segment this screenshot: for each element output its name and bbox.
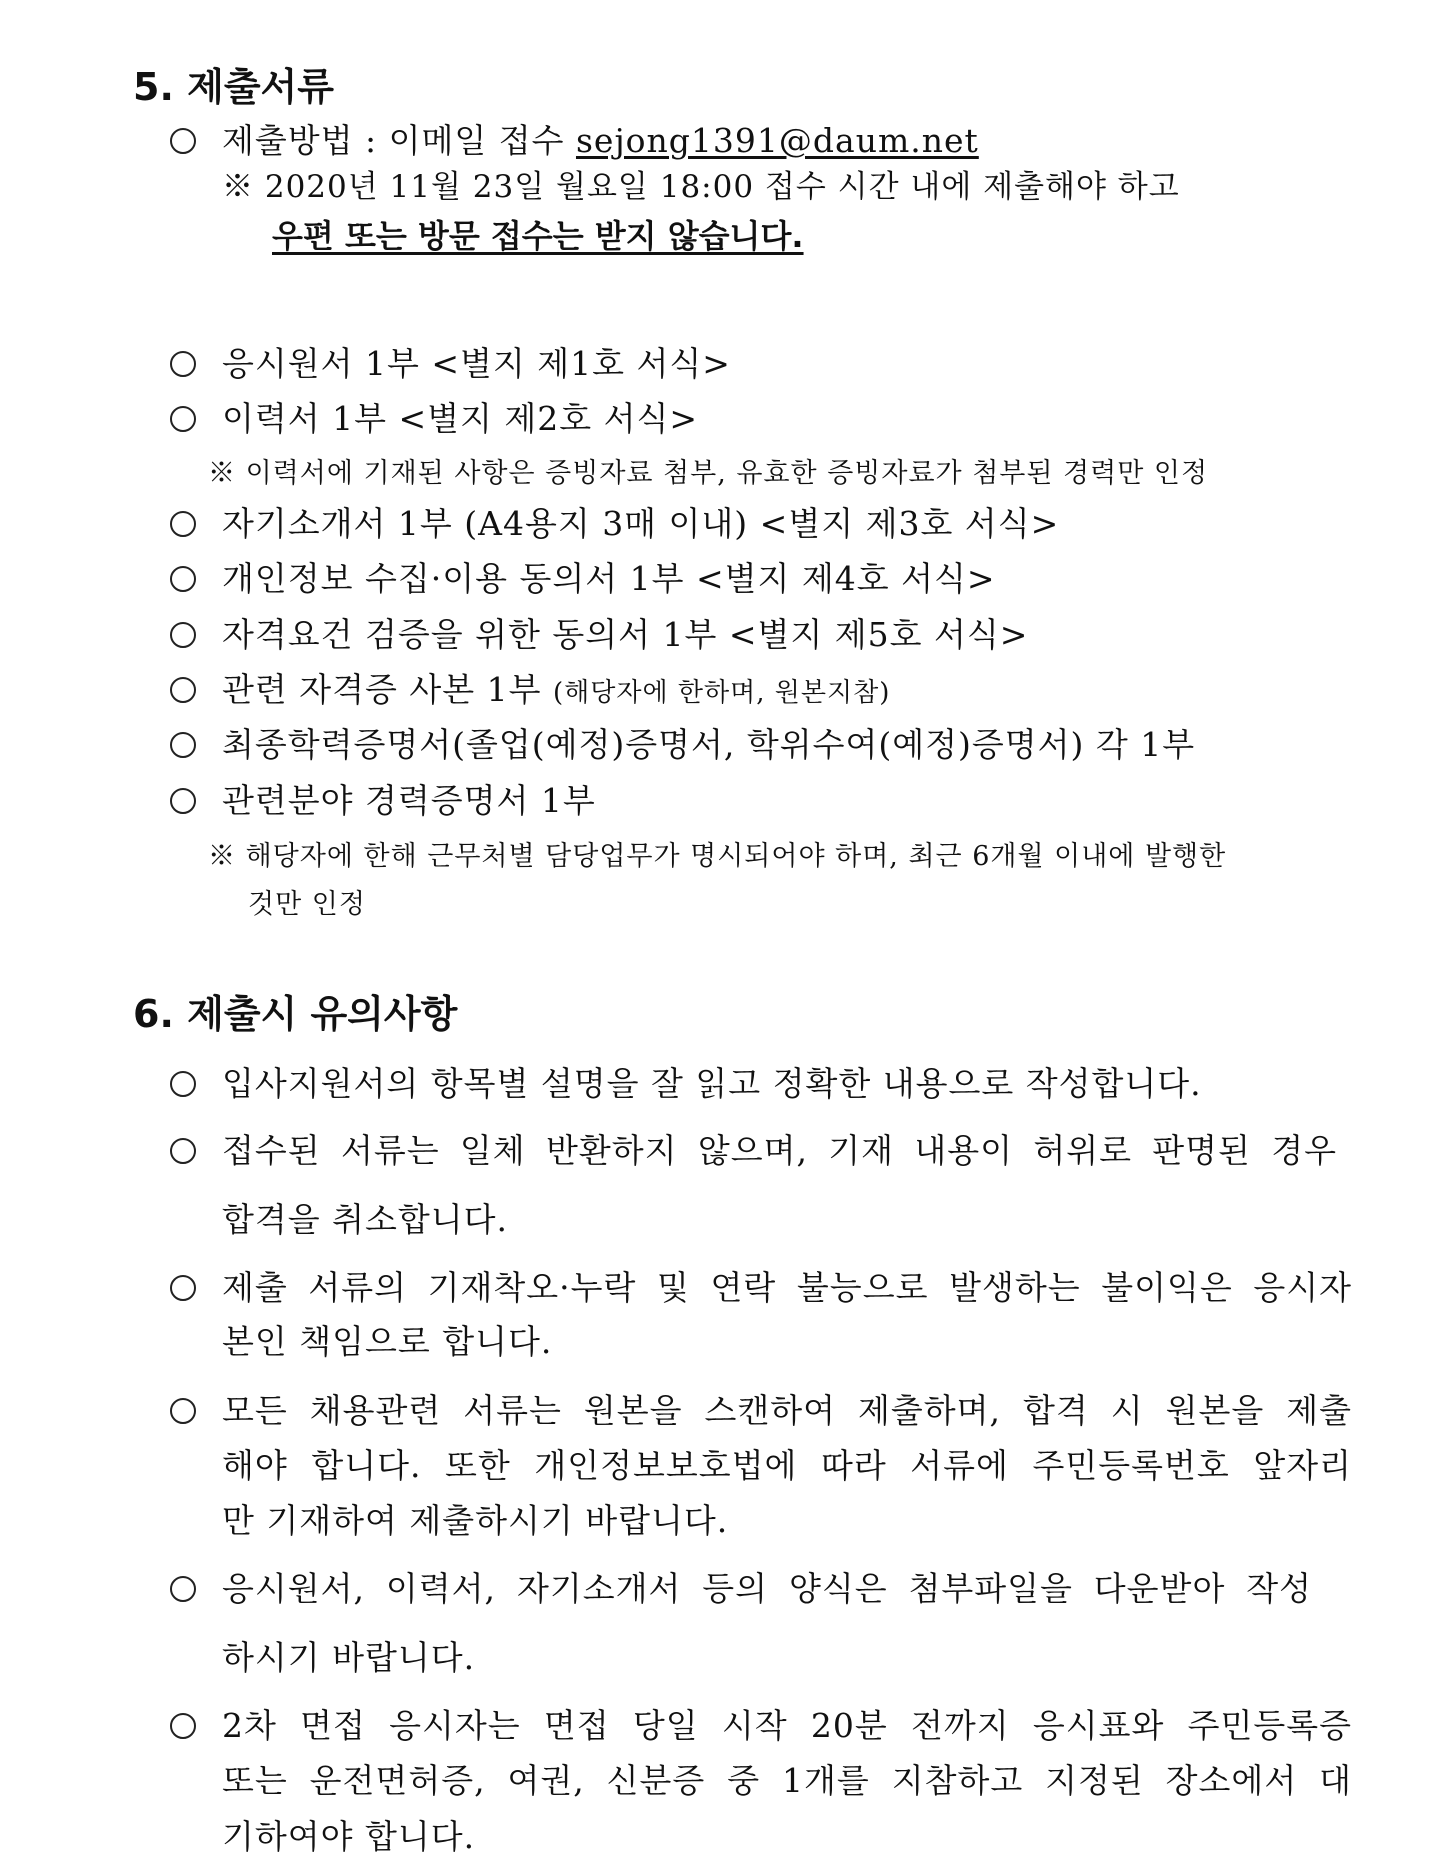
license-item-label: 관련 자격증 사본 1부 <box>222 670 553 709</box>
notice-item-2-line1: 접수된 서류는 일체 반환하지 않으며, 기재 내용이 허위로 판명된 경우 <box>222 1131 1337 1170</box>
notice-item-4-line3: 만 기재하여 제출하시기 바랍니다. <box>222 1501 729 1540</box>
resume-note: ※ 이력서에 기재된 사항은 증빙자료 첨부, 유효한 증빙자료가 첨부된 경력만 인정 <box>208 458 1209 489</box>
deadline-note: ※ 2020년 11월 23일 월요일 18:00 접수 시간 내에 제출해야 하고 <box>222 169 1180 205</box>
circle-bullet-icon <box>170 1071 196 1097</box>
circle-bullet-icon <box>170 1713 196 1739</box>
document-item: 자격요건 검증을 위한 동의서 1부 <별지 제5호 서식> <box>222 615 1029 654</box>
document-item: 최종학력증명서(졸업(예정)증명서, 학위수여(예정)증명서) 각 1부 <box>222 725 1196 764</box>
notice-item-3-line1: 제출 서류의 기재착오·누락 및 연락 불능으로 발생하는 불이익은 응시자 <box>222 1268 1352 1307</box>
circle-bullet-icon <box>170 1398 196 1424</box>
notice-item-6-line2: 또는 운전면허증, 여권, 신분증 중 1개를 지참하고 지정된 장소에서 대 <box>222 1761 1352 1800</box>
license-note: (해당자에 한하며, 원본지참) <box>552 678 891 708</box>
notice-item-5-line2: 하시기 바랍니다. <box>222 1638 476 1677</box>
circle-bullet-icon <box>170 622 196 648</box>
circle-bullet-icon <box>170 1275 196 1301</box>
submission-method-label: 제출방법 : 이메일 접수 <box>222 121 576 160</box>
circle-bullet-icon <box>170 566 196 592</box>
deadline-emphasis: 우편 또는 방문 접수는 받지 않습니다. <box>272 217 804 255</box>
section-5-heading: 5. 제출서류 <box>133 65 334 109</box>
circle-bullet-icon <box>170 511 196 537</box>
notice-item-5-line1: 응시원서, 이력서, 자기소개서 등의 양식은 첨부파일을 다운받아 작성 <box>222 1569 1312 1608</box>
document-item: 개인정보 수집·이용 동의서 1부 <별지 제4호 서식> <box>222 559 996 598</box>
circle-bullet-icon <box>170 732 196 758</box>
notice-item-4-line2: 해야 합니다. 또한 개인정보보호법에 따라 서류에 주민등록번호 앞자리 <box>222 1446 1352 1485</box>
email-address: sejong1391@daum.net <box>575 121 979 160</box>
notice-item-1: 입사지원서의 항목별 설명을 잘 읽고 정확한 내용으로 작성합니다. <box>222 1064 1202 1103</box>
document-item: 응시원서 1부 <별지 제1호 서식> <box>222 344 731 383</box>
submission-method <box>222 121 979 160</box>
circle-bullet-icon <box>170 406 196 432</box>
circle-bullet-icon <box>170 1576 196 1602</box>
document-item: 자기소개서 1부 (A4용지 3매 이내) <별지 제3호 서식> <box>222 504 1060 543</box>
document-item: 관련분야 경력증명서 1부 <box>222 781 596 820</box>
notice-item-4-line1: 모든 채용관련 서류는 원본을 스캔하여 제출하며, 합격 시 원본을 제출 <box>222 1391 1352 1430</box>
circle-bullet-icon <box>170 788 196 814</box>
career-note-line1: ※ 해당자에 한해 근무처별 담당업무가 명시되어야 하며, 최근 6개월 이내에 발행한 <box>208 841 1227 872</box>
circle-bullet-icon <box>170 677 196 703</box>
section-6-heading: 6. 제출시 유의사항 <box>133 992 458 1036</box>
circle-bullet-icon <box>170 351 196 377</box>
circle-bullet-icon <box>170 1138 196 1164</box>
notice-item-6-line3: 기하여야 합니다. <box>222 1817 476 1856</box>
circle-bullet-icon <box>170 128 196 154</box>
career-note-line2: 것만 인정 <box>248 889 366 920</box>
notice-item-2-line2: 합격을 취소합니다. <box>222 1200 509 1239</box>
notice-item-3-line2: 본인 책임으로 합니다. <box>222 1322 553 1361</box>
license-item <box>222 670 891 709</box>
document-item: 이력서 1부 <별지 제2호 서식> <box>222 399 699 438</box>
notice-item-6-line1: 2차 면접 응시자는 면접 당일 시작 20분 전까지 응시표와 주민등록증 <box>222 1706 1352 1745</box>
